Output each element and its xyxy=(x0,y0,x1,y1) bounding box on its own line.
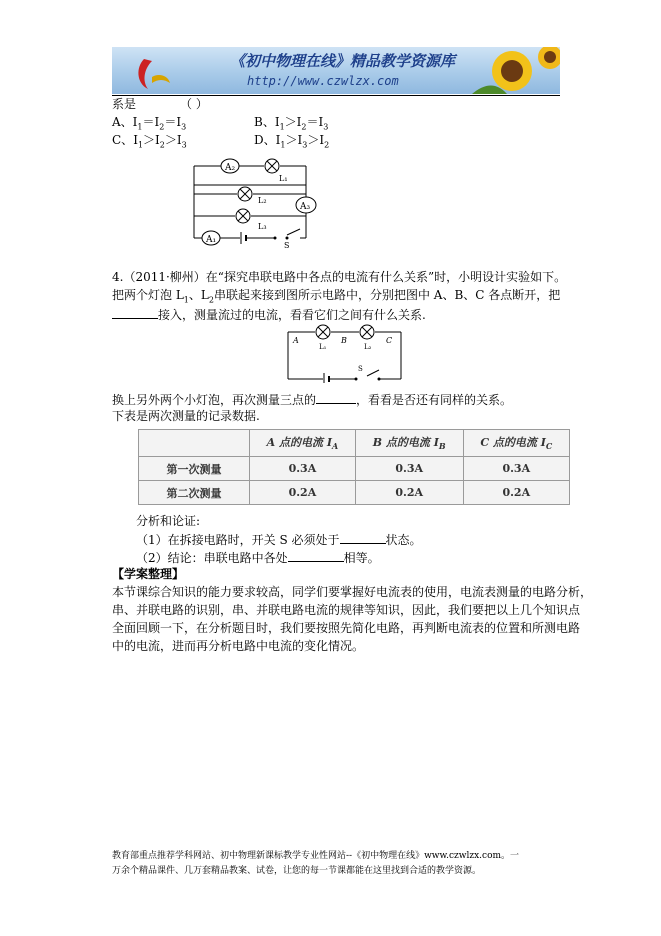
sunflower-icon xyxy=(472,47,560,94)
label-l2: L₂ xyxy=(258,196,267,205)
banner-art xyxy=(112,47,560,94)
table-header-cell xyxy=(139,430,250,457)
q4-line4: 换上另外两个小灯泡，再次测量三点的 ，看看是否还有同样的关系。 xyxy=(112,393,513,407)
table-cell: 0.2A xyxy=(355,481,463,505)
ammeter-a2-icon xyxy=(221,159,239,173)
label-l1: L₁ xyxy=(279,174,288,183)
table-cell: 0.2A xyxy=(463,481,569,505)
table-header-row xyxy=(139,430,570,457)
label-s: S xyxy=(358,365,363,373)
label-l1: L₁ xyxy=(319,343,327,351)
summary-line: 串、并联电路的识别，串、并联电路电流的规律等知识，因此，我们要把以上几个知识点 xyxy=(112,603,581,617)
lamp-l1-icon xyxy=(265,159,288,183)
lamp-l2-icon xyxy=(238,187,267,205)
circuit-diagram-2 xyxy=(285,323,405,383)
table-cell: 0.3A xyxy=(463,457,569,481)
battery-icon xyxy=(241,232,246,244)
table-header-cell: C 点的电流 $I_C$ xyxy=(463,430,569,457)
label-s: S xyxy=(284,241,290,250)
summary-line: 中的电流，进而再分析电路中电流的变化情况。 xyxy=(112,639,365,653)
answer-blank-2[interactable] xyxy=(316,391,356,404)
lamp-l2-icon xyxy=(360,325,374,351)
label-l3: L₃ xyxy=(258,222,267,231)
q4-line2: 把两个灯泡 $L_1$、$L_2$串联起来接到图所示电路中，分别把图中 A、B、C 各点断开，把 xyxy=(112,288,561,305)
q4-line3: 接入，测量流过的电流，看看它们之间有什么关系. xyxy=(112,306,426,322)
switch-icon xyxy=(355,365,381,381)
ammeter-a1-icon xyxy=(202,231,220,245)
summary-line: 全面回顾一下，在分析题目时，我们要按照先简化电路，再判断电流表的位置和所测电路 xyxy=(112,621,581,635)
battery-icon xyxy=(324,373,329,383)
label-a2: A₂ xyxy=(225,163,236,173)
q4-line1: 4.（2011·柳州）在“探究串联电路中各点的电流有什么关系”时，小明设计实验如下。 xyxy=(112,270,567,284)
analysis-item-2: （2）结论：串联电路中各处 相等。 xyxy=(136,551,380,565)
label-a1: A₁ xyxy=(206,235,217,245)
table-cell: 0.2A xyxy=(250,481,356,505)
point-a-label: A xyxy=(293,336,299,345)
table-row xyxy=(139,457,570,481)
q3-option-c: C、$I_1>I_2>I_3$ xyxy=(112,133,187,150)
table-row xyxy=(139,481,570,505)
q3-option-d: D、$I_1>I_3>I_2$ xyxy=(254,133,330,150)
banner-title: 《初中物理在线》精品教学资源库 xyxy=(230,52,456,70)
lamp-l1-icon xyxy=(316,325,330,351)
label-a3: A₃ xyxy=(300,202,311,212)
table-cell: 第二次测量 xyxy=(139,481,250,505)
measurement-table xyxy=(138,429,570,505)
table-header-cell: A 点的电流 $I_A$ xyxy=(250,430,356,457)
table-cell: 0.3A xyxy=(250,457,356,481)
table-cell: 第一次测量 xyxy=(139,457,250,481)
circuit-diagram-1 xyxy=(188,158,323,250)
header-banner xyxy=(112,47,560,94)
table-cell: 0.3A xyxy=(355,457,463,481)
q4-line5: 下表是两次测量的记录数据. xyxy=(112,409,260,423)
analysis-title: 分析和论证: xyxy=(136,514,201,528)
answer-blank-4[interactable] xyxy=(288,549,344,562)
summary-line: 本节课综合知识的能力要求较高，同学们要掌握好电流表的使用，电流表测量的电路分析， xyxy=(112,585,593,599)
analysis-item-1: （1）在拆接电路时，开关 S 必须处于 状态。 xyxy=(136,533,422,547)
logo-icon xyxy=(138,59,170,89)
point-b-label: B xyxy=(341,336,347,345)
footer-line: 教育部重点推荐学科网站、初中物理新课标教学专业性网站--《初中物理在线》www.czwlzx.com。一 xyxy=(112,851,520,861)
footer-line: 万余个精品课件、几万套精品教案、试卷，让您的每一节课都能在这里找到合适的教学资源。 xyxy=(112,866,482,876)
ammeter-a3-icon xyxy=(296,197,316,213)
lamp-l3-icon xyxy=(236,209,267,231)
label-l2: L₂ xyxy=(364,343,372,351)
header-rule xyxy=(112,95,560,96)
q3-option-a: A、$I_1=I_2=I_3$ xyxy=(112,115,187,132)
switch-icon xyxy=(274,237,290,251)
q3-option-b: B、$I_1>I_2=I_3$ xyxy=(254,115,329,132)
q3-stem-tail: 系是 （ ） xyxy=(112,97,208,111)
banner-url: http://www.czwlzx.com xyxy=(247,74,399,88)
answer-blank-1[interactable] xyxy=(112,306,158,319)
answer-blank-3[interactable] xyxy=(340,531,386,544)
summary-title: 【学案整理】 xyxy=(112,567,185,581)
point-c-label: C xyxy=(386,336,393,345)
table-header-cell: B 点的电流 $I_B$ xyxy=(355,430,463,457)
